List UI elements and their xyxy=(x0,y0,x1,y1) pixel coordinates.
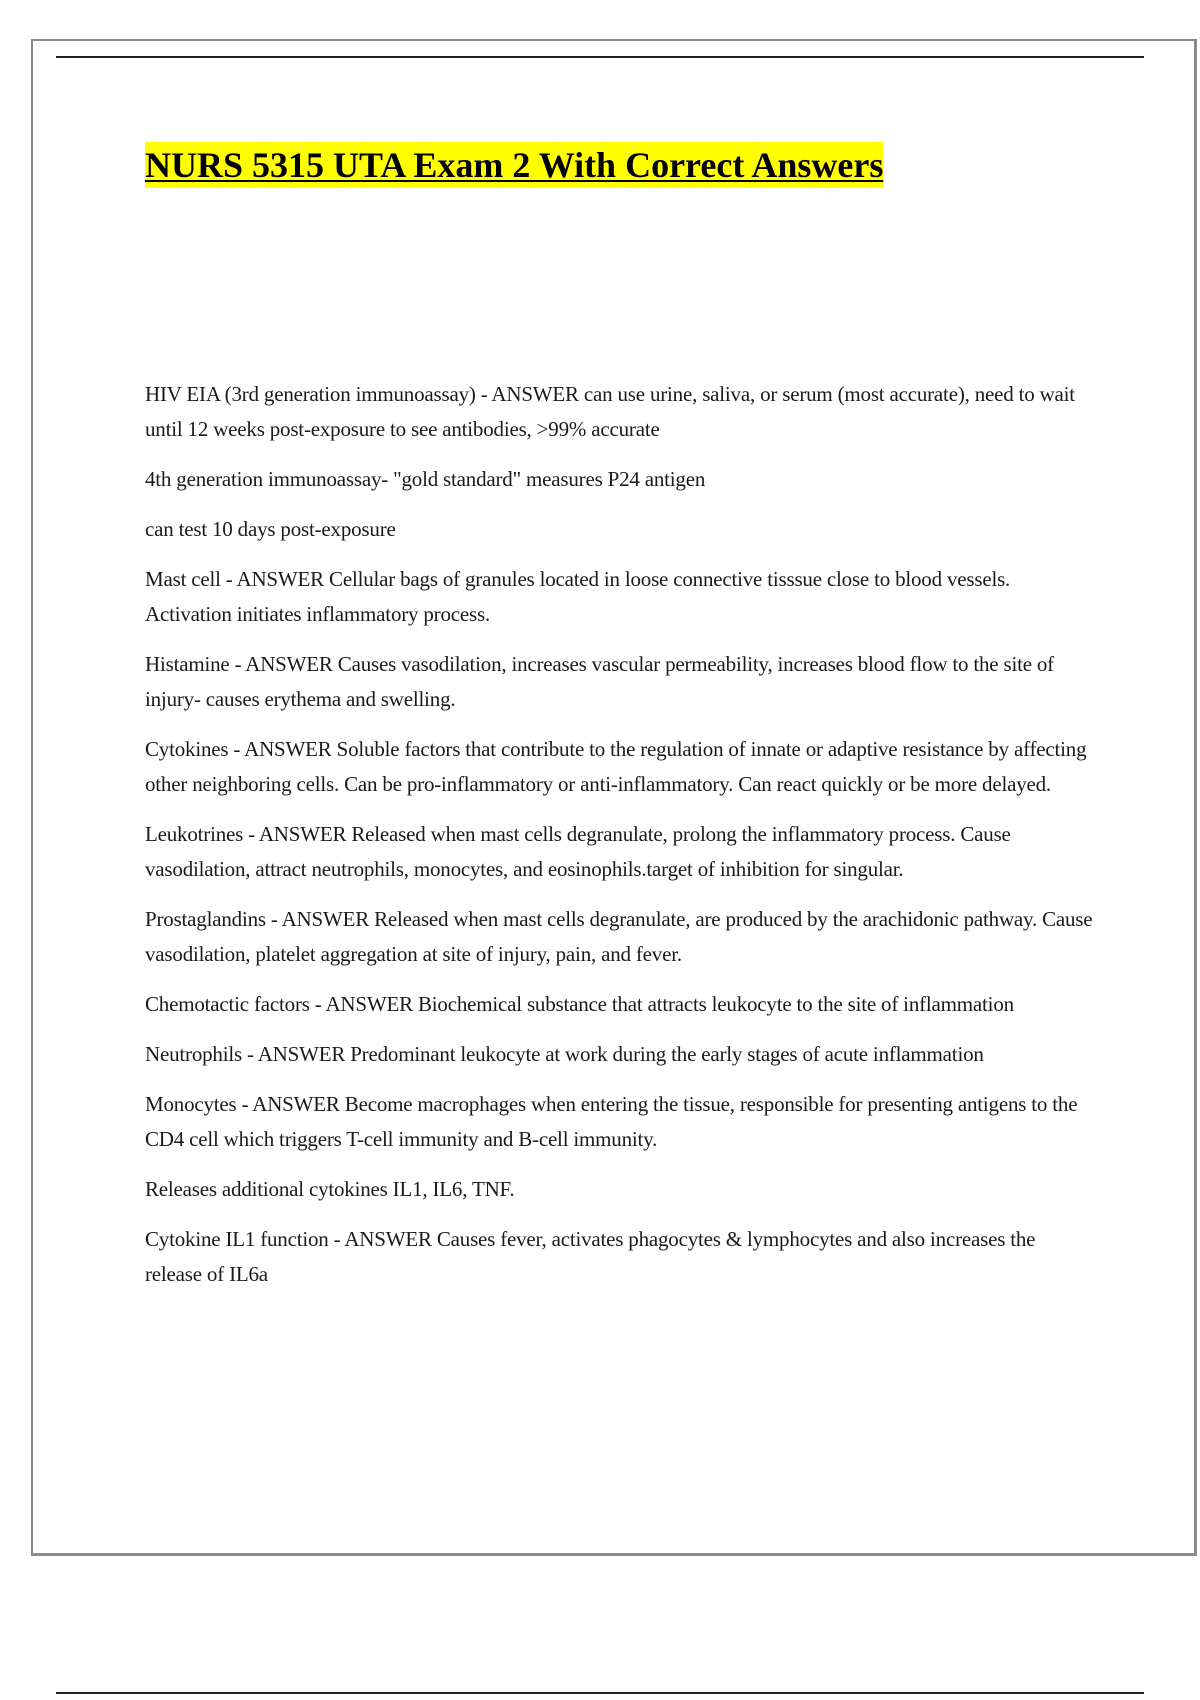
qa-entry-mast-cell: Mast cell - ANSWER Cellular bags of granules located in loose connective tisssue close to blood vessels. Activation initiates inflammatory process. xyxy=(145,567,1011,626)
qa-entry-prostaglandins: Prostaglandins - ANSWER Released when mast cells degranulate, are produced by the arachidonic pathway. Cause vasodilation, platelet aggregation at site of injury, pain, and fever. xyxy=(145,907,1093,966)
qa-entry-cytokines: Cytokines - ANSWER Soluble factors that contribute to the regulation of innate or adaptive resistance by affecting other neighboring cells. Can be pro-inflammatory or anti-inflammatory. Can react quickly or be more delayed. xyxy=(145,737,1087,796)
qa-entry-test-window: can test 10 days post-exposure xyxy=(145,517,396,541)
qa-entry-histamine: Histamine - ANSWER Causes vasodilation, increases vascular permeability, increases blood flow to the site of injury- causes erythema and swelling. xyxy=(145,652,1054,711)
top-rule xyxy=(56,56,1144,58)
qa-entry-4th-gen-immunoassay: 4th generation immunoassay- "gold standard" measures P24 antigen xyxy=(145,467,706,491)
qa-entry-monocytes: Monocytes - ANSWER Become macrophages when entering the tissue, responsible for presenting antigens to the CD4 cell which triggers T-cell immunity and B-cell immunity. xyxy=(145,1092,1078,1151)
qa-entry-additional-cytokines: Releases additional cytokines IL1, IL6, TNF. xyxy=(145,1177,515,1201)
document-title: NURS 5315 UTA Exam 2 With Correct Answers xyxy=(145,142,883,188)
bottom-rule xyxy=(56,1692,1144,1694)
qa-list xyxy=(145,377,1095,1307)
qa-entry-il1-function: Cytokine IL1 function - ANSWER Causes fever, activates phagocytes & lymphocytes and also increases the release of IL6a xyxy=(145,1227,1036,1286)
qa-entry-chemotactic-factors: Chemotactic factors - ANSWER Biochemical substance that attracts leukocyte to the site of inflammation xyxy=(145,992,1014,1016)
qa-entry-neutrophils: Neutrophils - ANSWER Predominant leukocyte at work during the early stages of acute inflammation xyxy=(145,1042,984,1066)
qa-entry-leukotrines: Leukotrines - ANSWER Released when mast cells degranulate, prolong the inflammatory process. Cause vasodilation, attract neutrophils, monocytes, and eosinophils.target of inhibition for singular. xyxy=(145,822,1011,881)
qa-entry-hiv-eia: HIV EIA (3rd generation immunoassay) - ANSWER can use urine, saliva, or serum (most accurate), need to wait until 12 weeks post-exposure to see antibodies, >99% accurate xyxy=(145,382,1075,441)
